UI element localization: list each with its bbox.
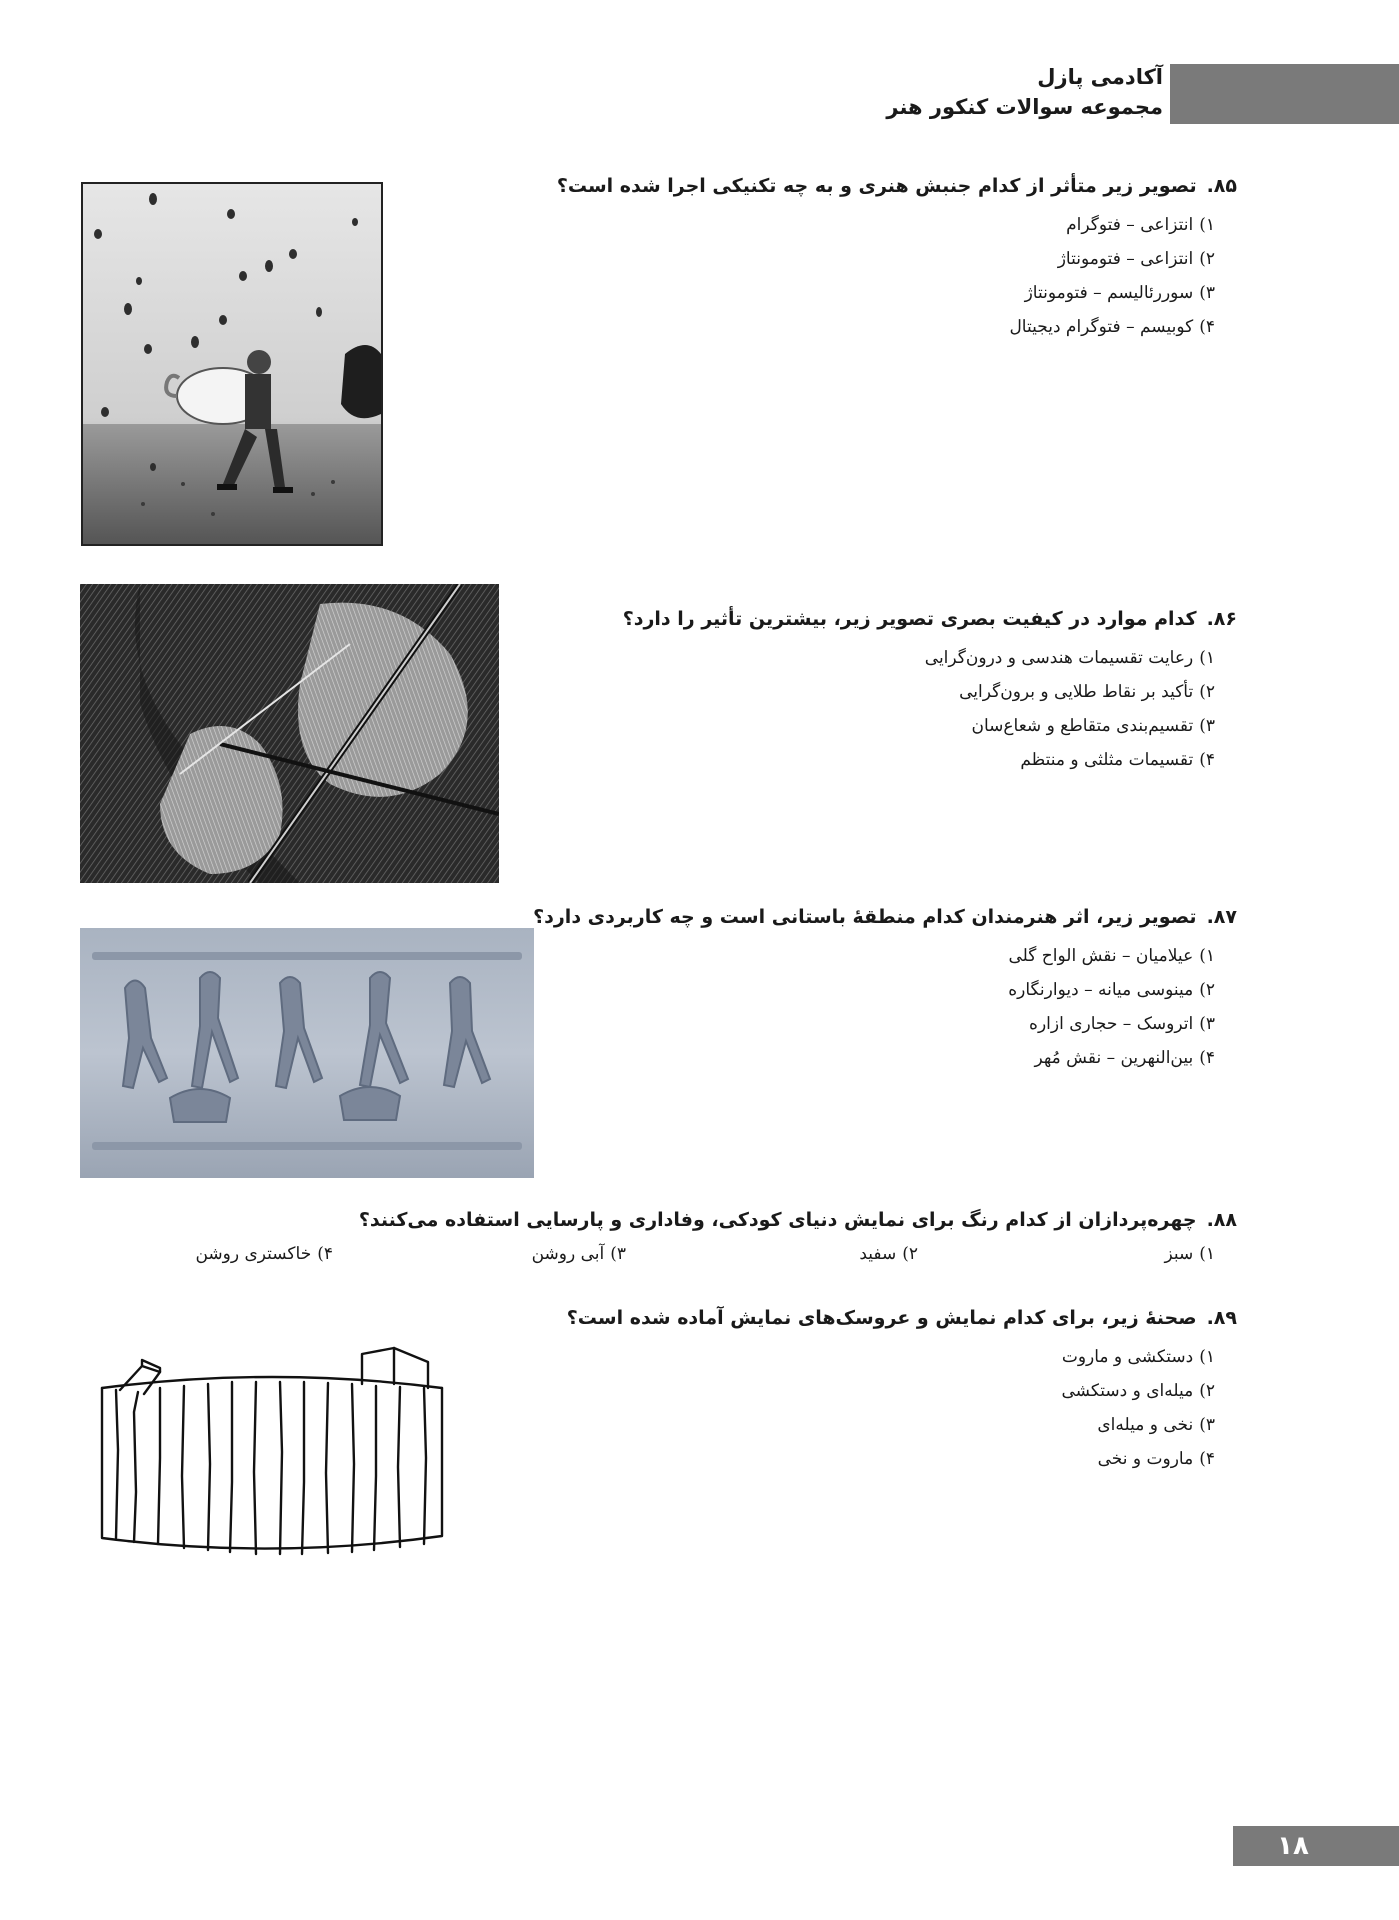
- option-2[interactable]: ۲)میله‌ای و دستکشی: [1061, 1381, 1215, 1401]
- option-4[interactable]: ۴)خاکستری روشن: [195, 1244, 333, 1264]
- question-text: کدام موارد در کیفیت بصری تصویر زیر، بیشترین تأثیر را دارد؟: [622, 608, 1197, 630]
- option-list: [567, 1340, 1215, 1476]
- header-line-1: آکادمی پازل: [1037, 65, 1163, 89]
- option-list: [533, 939, 1215, 1075]
- question-85: [557, 172, 1237, 344]
- figure-86-archer-engraving: [80, 584, 499, 883]
- option-4[interactable]: ۴)بین‌النهرین – نقش مُهر: [1034, 1048, 1215, 1068]
- option-1[interactable]: ۱)دستکشی و ماروت: [1061, 1347, 1215, 1367]
- question-86: [623, 605, 1237, 777]
- option-4[interactable]: ۴)تقسیمات مثلثی و منتظم: [1020, 750, 1215, 770]
- question-stem: [567, 1304, 1237, 1332]
- question-87: [533, 903, 1237, 1075]
- question-text: چهره‌پردازان از کدام رنگ برای نمایش دنیای کودکی، وفاداری و پارسایی استفاده می‌کنند؟: [358, 1209, 1197, 1231]
- figure-89-puppet-stage: [90, 1336, 460, 1566]
- question-number: ۸۷.: [1206, 906, 1237, 928]
- option-2[interactable]: ۲)مینوسی میانه – دیوارنگاره: [1008, 980, 1215, 1000]
- option-1[interactable]: ۱)عیلامیان – نقش الواح گلی: [1008, 946, 1215, 966]
- question-89: [567, 1304, 1237, 1476]
- question-number: ۸۵.: [1206, 175, 1237, 197]
- question-88: [359, 1206, 1237, 1234]
- page-number: ۱۸: [1277, 1831, 1309, 1861]
- question-stem: [623, 605, 1237, 633]
- option-2[interactable]: ۲)سفید: [859, 1244, 918, 1264]
- option-4[interactable]: ۴)ماروت و نخی: [1097, 1449, 1215, 1469]
- option-3[interactable]: ۳)نخی و میله‌ای: [1097, 1415, 1215, 1435]
- header-line-2: مجموعه سوالات کنکور هنر: [886, 95, 1163, 119]
- surreal-photo-illustration: [83, 184, 381, 544]
- option-3[interactable]: ۳)تقسیم‌بندی متقاطع و شعاع‌سان: [971, 716, 1215, 736]
- option-1[interactable]: ۱)سبز: [1164, 1244, 1215, 1264]
- question-number: ۸۸.: [1206, 1209, 1237, 1231]
- question-stem: [557, 172, 1237, 200]
- option-1[interactable]: ۱)رعایت تقسیمات هندسی و درون‌گرایی: [924, 648, 1215, 668]
- puppet-stage-drawing: [90, 1336, 460, 1566]
- option-list: [623, 641, 1215, 777]
- option-3[interactable]: ۳)سوررئالیسم – فتومونتاژ: [1024, 283, 1215, 303]
- option-3[interactable]: ۳)آبی روشن: [531, 1244, 626, 1264]
- question-stem: [533, 903, 1237, 931]
- question-text: صحنهٔ زیر، برای کدام نمایش و عروسک‌های نمایش آماده شده است؟: [566, 1307, 1197, 1329]
- option-2[interactable]: ۲)انتزاعی – فتومونتاژ: [1057, 249, 1215, 269]
- figure-85-photomontage: [81, 182, 383, 546]
- figure-87-cylinder-seal: [80, 928, 534, 1178]
- archer-illustration: [80, 584, 499, 883]
- question-stem: [359, 1206, 1237, 1234]
- option-1[interactable]: ۱)انتزاعی – فتوگرام: [1066, 215, 1215, 235]
- page-header: [886, 62, 1163, 122]
- option-4[interactable]: ۴)کوبیسم – فتوگرام دیجیتال: [1009, 317, 1215, 337]
- header-bar: [1170, 64, 1399, 124]
- question-text: تصویر زیر، اثر هنرمندان کدام منطقهٔ باستانی است و چه کاربردی دارد؟: [533, 906, 1197, 928]
- seal-relief-illustration: [80, 928, 534, 1178]
- question-number: ۸۹.: [1206, 1307, 1237, 1329]
- option-2[interactable]: ۲)تأکید بر نقاط طلایی و برون‌گرایی: [959, 682, 1215, 702]
- option-3[interactable]: ۳)اتروسک – حجاری ازاره: [1029, 1014, 1215, 1034]
- option-list: [557, 208, 1215, 344]
- question-number: ۸۶.: [1206, 608, 1237, 630]
- question-text: تصویر زیر متأثر از کدام جنبش هنری و به چه تکنیکی اجرا شده است؟: [556, 175, 1197, 197]
